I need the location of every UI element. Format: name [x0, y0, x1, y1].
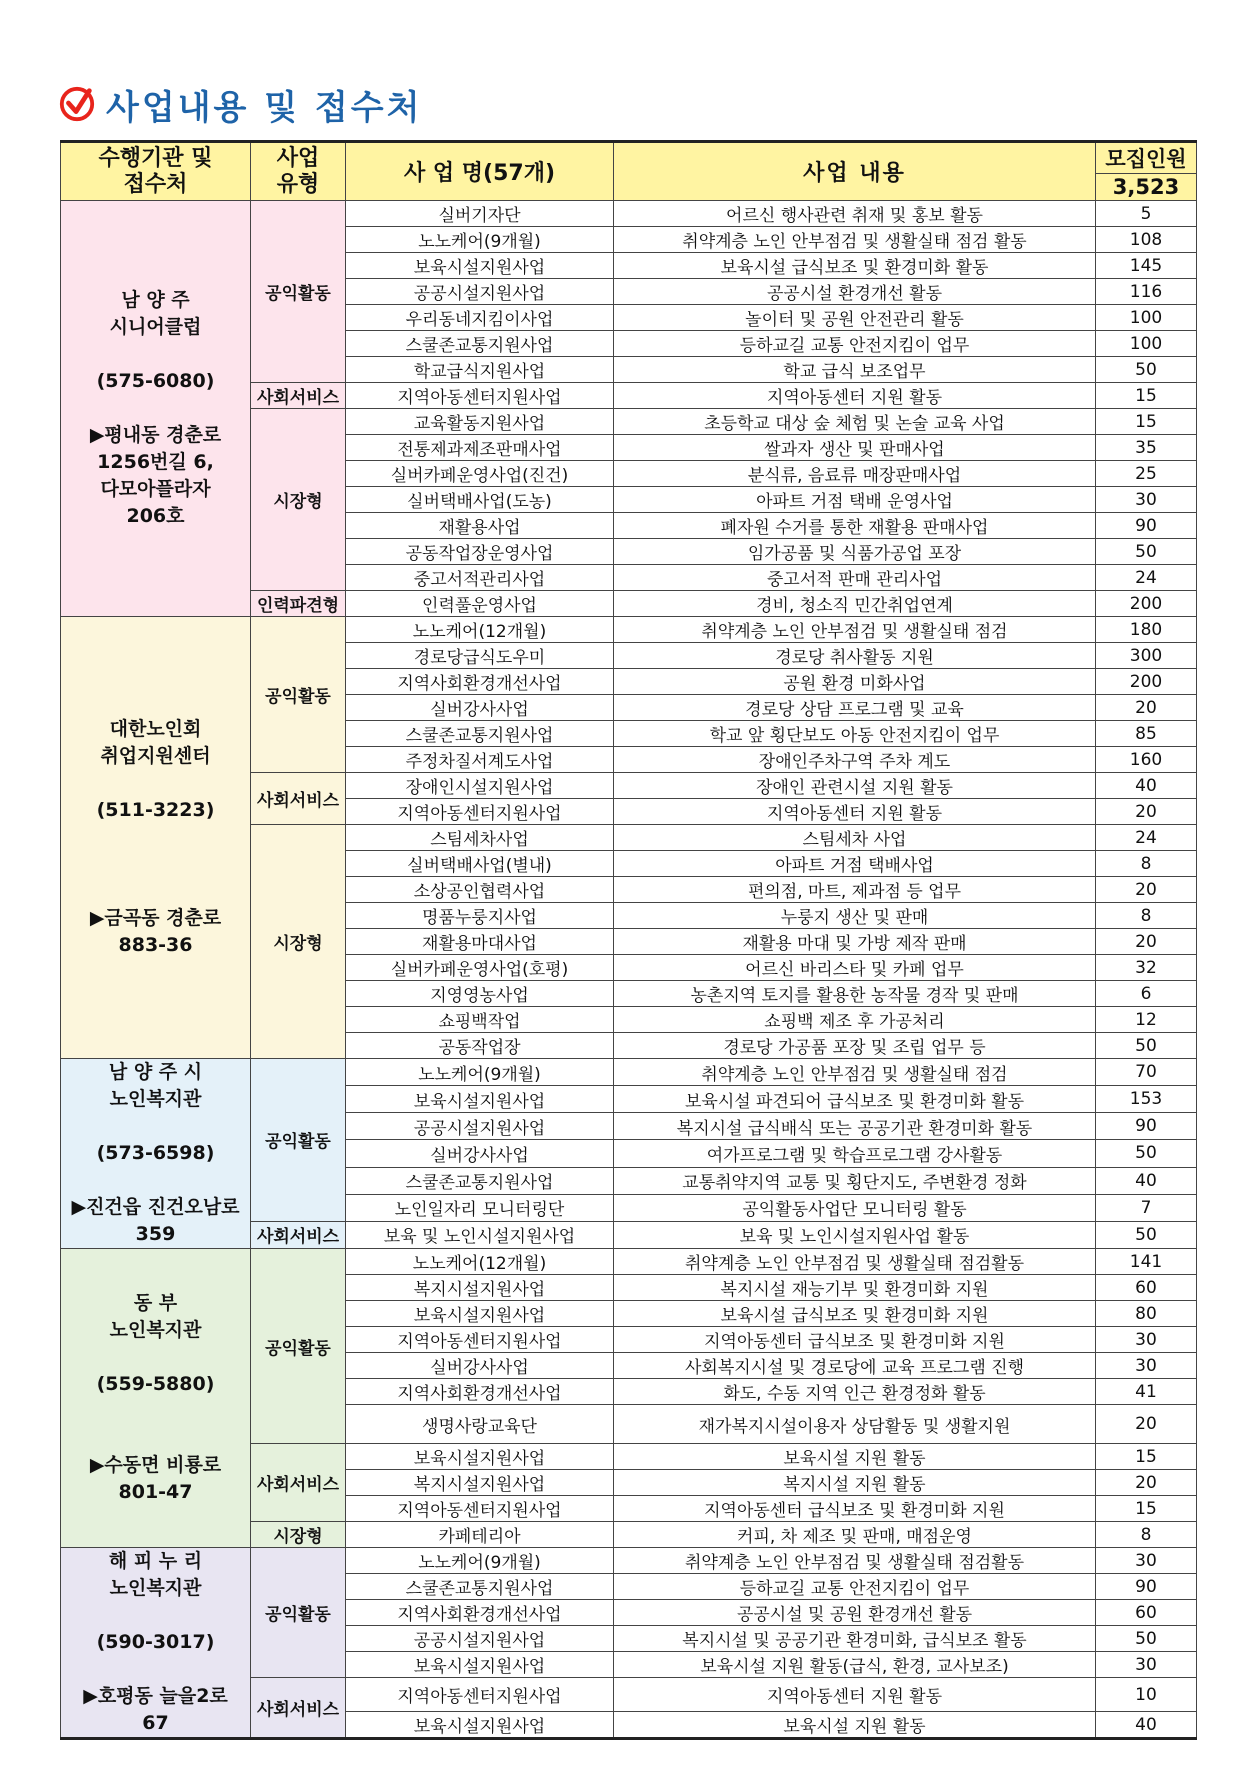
name-cell: 재활용마대사업 — [346, 929, 614, 955]
org-cell — [61, 1548, 251, 1739]
type-cell: 시장형 — [251, 1522, 346, 1548]
count-cell: 10 — [1096, 1678, 1197, 1712]
count-cell: 50 — [1096, 1033, 1197, 1059]
type-cell: 사회서비스 — [251, 1678, 346, 1739]
count-cell: 153 — [1096, 1086, 1197, 1113]
header-total: 3,523 — [1096, 174, 1197, 201]
org-line — [61, 851, 250, 878]
org-cell — [61, 201, 251, 617]
type-cell: 공익활동 — [251, 201, 346, 383]
name-cell: 노노케어(9개월) — [346, 227, 614, 253]
org-line: 다모아플라자 — [100, 478, 211, 500]
content-cell: 교통취약지역 교통 및 횡단지도, 주변환경 정화 — [614, 1167, 1096, 1194]
name-cell: 교육활동지원사업 — [346, 409, 614, 435]
name-cell: 실버강사사업 — [346, 1140, 614, 1167]
content-cell: 쌀과자 생산 및 판매사업 — [614, 435, 1096, 461]
count-cell: 30 — [1096, 1548, 1197, 1574]
name-cell: 소상공인협력사업 — [346, 877, 614, 903]
org-cell — [61, 617, 251, 1059]
name-cell: 노인일자리 모니터링단 — [346, 1194, 614, 1221]
count-cell: 8 — [1096, 903, 1197, 929]
name-cell: 보육시설지원사업 — [346, 1652, 614, 1678]
count-cell: 50 — [1096, 539, 1197, 565]
org-line: ▶평내동 경춘로 — [89, 424, 222, 446]
header-content: 사업 내용 — [614, 142, 1096, 201]
org-line: 1256번길 6, — [97, 451, 214, 473]
header-recruit: 모집인원 — [1096, 142, 1197, 174]
count-cell: 12 — [1096, 1007, 1197, 1033]
name-cell: 실버카페운영사업(호평) — [346, 955, 614, 981]
content-cell: 지역아동센터 지원 활동 — [614, 1678, 1096, 1712]
org-cell — [61, 1249, 251, 1548]
org-line: (573-6598) — [96, 1142, 215, 1164]
count-cell: 40 — [1096, 773, 1197, 799]
name-cell: 공동작업장운영사업 — [346, 539, 614, 565]
count-cell: 300 — [1096, 643, 1197, 669]
count-cell: 32 — [1096, 955, 1197, 981]
content-cell: 커피, 차 제조 및 판매, 매점운영 — [614, 1522, 1096, 1548]
org-line: ▶진건읍 진건오남로 — [71, 1196, 240, 1218]
org-line — [61, 1656, 250, 1683]
content-cell: 여가프로그램 및 학습프로그램 강사활동 — [614, 1140, 1096, 1167]
name-cell: 실버택배사업(별내) — [346, 851, 614, 877]
name-cell: 스팀세차사업 — [346, 825, 614, 851]
name-cell: 보육 및 노인시설지원사업 — [346, 1221, 614, 1248]
count-cell: 15 — [1096, 1444, 1197, 1470]
name-cell: 명품누룽지사업 — [346, 903, 614, 929]
content-cell: 화도, 수동 지역 인근 환경정화 활동 — [614, 1379, 1096, 1405]
table-row — [61, 201, 1197, 227]
name-cell: 경로당급식도우미 — [346, 643, 614, 669]
name-cell: 공동작업장 — [346, 1033, 614, 1059]
org-line: 대한노인회 — [109, 718, 202, 740]
org-line — [61, 1398, 250, 1425]
content-cell: 경비, 청소직 민간취업연계 — [614, 591, 1096, 617]
content-cell: 놀이터 및 공원 안전관리 활동 — [614, 305, 1096, 331]
content-cell: 스팀세차 사업 — [614, 825, 1096, 851]
table-row — [61, 1548, 1197, 1574]
name-cell: 보육시설지원사업 — [346, 1086, 614, 1113]
name-cell: 복지시설지원사업 — [346, 1275, 614, 1301]
content-cell: 보육시설 급식보조 및 환경미화 지원 — [614, 1301, 1096, 1327]
name-cell: 스쿨존교통지원사업 — [346, 331, 614, 357]
org-line: (590-3017) — [96, 1631, 215, 1653]
content-cell: 장애인 관련시설 지원 활동 — [614, 773, 1096, 799]
header-name: 사 업 명(57개) — [346, 142, 614, 201]
count-cell: 85 — [1096, 721, 1197, 747]
name-cell: 지역아동센터지원사업 — [346, 1496, 614, 1522]
content-cell: 취약계층 노인 안부점검 및 생활실태 점검 — [614, 617, 1096, 643]
content-cell: 학교 급식 보조업무 — [614, 357, 1096, 383]
org-line: (575-6080) — [96, 370, 215, 392]
type-cell: 사회서비스 — [251, 1444, 346, 1522]
org-line: ▶수동면 비룡로 — [89, 1454, 222, 1476]
count-cell: 25 — [1096, 461, 1197, 487]
content-cell: 지역아동센터 급식보조 및 환경미화 지원 — [614, 1496, 1096, 1522]
count-cell: 24 — [1096, 825, 1197, 851]
content-cell: 지역아동센터 지원 활동 — [614, 799, 1096, 825]
name-cell: 공공시설지원사업 — [346, 1113, 614, 1140]
type-cell: 사회서비스 — [251, 773, 346, 825]
content-cell: 쇼핑백 제조 후 가공처리 — [614, 1007, 1096, 1033]
count-cell: 8 — [1096, 851, 1197, 877]
type-cell: 사회서비스 — [251, 383, 346, 409]
org-line: 남 양 주 시 — [108, 1061, 203, 1083]
name-cell: 노노케어(9개월) — [346, 1059, 614, 1086]
count-cell: 7 — [1096, 1194, 1197, 1221]
name-cell: 쇼핑백작업 — [346, 1007, 614, 1033]
name-cell: 지역아동센터지원사업 — [346, 799, 614, 825]
count-cell: 20 — [1096, 1470, 1197, 1496]
org-line — [61, 878, 250, 905]
content-cell: 아파트 거점 택배사업 — [614, 851, 1096, 877]
count-cell: 30 — [1096, 1652, 1197, 1678]
org-line: ▶금곡동 경춘로 — [89, 907, 222, 929]
count-cell: 5 — [1096, 201, 1197, 227]
count-cell: 50 — [1096, 357, 1197, 383]
count-cell: 80 — [1096, 1301, 1197, 1327]
org-line — [61, 395, 250, 422]
count-cell: 30 — [1096, 1353, 1197, 1379]
content-cell: 취약계층 노인 안부점검 및 생활실태 점검 활동 — [614, 227, 1096, 253]
name-cell: 실버택배사업(도농) — [346, 487, 614, 513]
type-cell: 사회서비스 — [251, 1221, 346, 1248]
content-cell: 취약계층 노인 안부점검 및 생활실태 점검 — [614, 1059, 1096, 1086]
name-cell: 우리동네지킴이사업 — [346, 305, 614, 331]
count-cell: 40 — [1096, 1167, 1197, 1194]
content-cell: 경로당 가공품 포장 및 조립 업무 등 — [614, 1033, 1096, 1059]
count-cell: 116 — [1096, 279, 1197, 305]
count-cell: 20 — [1096, 929, 1197, 955]
content-cell: 경로당 취사활동 지원 — [614, 643, 1096, 669]
name-cell: 실버카페운영사업(진건) — [346, 461, 614, 487]
content-cell: 공원 환경 미화사업 — [614, 669, 1096, 695]
count-cell: 90 — [1096, 513, 1197, 539]
content-cell: 보육시설 급식보조 및 환경미화 활동 — [614, 253, 1096, 279]
content-cell: 보육시설 지원 활동 — [614, 1712, 1096, 1739]
type-cell: 시장형 — [251, 409, 346, 591]
content-cell: 복지시설 급식배식 또는 공공기관 환경미화 활동 — [614, 1113, 1096, 1140]
name-cell: 지역아동센터지원사업 — [346, 1327, 614, 1353]
org-line: 시니어클럽 — [109, 316, 202, 338]
count-cell: 15 — [1096, 409, 1197, 435]
content-cell: 복지시설 재능기부 및 환경미화 지원 — [614, 1275, 1096, 1301]
content-cell: 경로당 상담 프로그램 및 교육 — [614, 695, 1096, 721]
org-line: 206호 — [126, 505, 185, 527]
org-line: 동 부 — [133, 1292, 178, 1314]
count-cell: 20 — [1096, 695, 1197, 721]
org-line: (559-5880) — [96, 1373, 215, 1395]
org-line: 노인복지관 — [109, 1319, 202, 1341]
type-cell: 시장형 — [251, 825, 346, 1059]
table-row — [61, 1059, 1197, 1086]
content-cell: 지역아동센터 급식보조 및 환경미화 지원 — [614, 1327, 1096, 1353]
org-line: 해 피 누 리 — [108, 1550, 203, 1572]
name-cell: 스쿨존교통지원사업 — [346, 1574, 614, 1600]
name-cell: 실버기자단 — [346, 201, 614, 227]
count-cell: 141 — [1096, 1249, 1197, 1275]
content-cell: 복지시설 지원 활동 — [614, 1470, 1096, 1496]
name-cell: 스쿨존교통지원사업 — [346, 721, 614, 747]
table-row — [61, 1249, 1197, 1275]
count-cell: 180 — [1096, 617, 1197, 643]
count-cell: 145 — [1096, 253, 1197, 279]
name-cell: 공공시설지원사업 — [346, 1626, 614, 1652]
count-cell: 35 — [1096, 435, 1197, 461]
count-cell: 200 — [1096, 669, 1197, 695]
content-cell: 어르신 행사관련 취재 및 홍보 활동 — [614, 201, 1096, 227]
name-cell: 실버강사사업 — [346, 1353, 614, 1379]
name-cell: 노노케어(12개월) — [346, 1249, 614, 1275]
count-cell: 41 — [1096, 1379, 1197, 1405]
name-cell: 재활용사업 — [346, 513, 614, 539]
org-line: 노인복지관 — [109, 1577, 202, 1599]
content-cell: 보육시설 파견되어 급식보조 및 환경미화 활동 — [614, 1086, 1096, 1113]
org-line — [61, 1425, 250, 1452]
content-cell: 공익활동사업단 모니터링 활동 — [614, 1194, 1096, 1221]
name-cell: 보육시설지원사업 — [346, 253, 614, 279]
content-cell: 폐자원 수거를 통한 재활용 판매사업 — [614, 513, 1096, 539]
content-cell: 편의점, 마트, 제과점 등 업무 — [614, 877, 1096, 903]
content-cell: 학교 앞 횡단보도 아동 안전지킴이 업무 — [614, 721, 1096, 747]
count-cell: 20 — [1096, 1405, 1197, 1444]
header-org: 수행기관 및 접수처 — [61, 142, 251, 201]
content-cell: 아파트 거점 택배 운영사업 — [614, 487, 1096, 513]
count-cell: 8 — [1096, 1522, 1197, 1548]
name-cell: 카페테리아 — [346, 1522, 614, 1548]
header-type: 사업 유형 — [251, 142, 346, 201]
name-cell: 공공시설지원사업 — [346, 279, 614, 305]
count-cell: 100 — [1096, 305, 1197, 331]
type-cell: 인력파견형 — [251, 591, 346, 617]
name-cell: 지역아동센터지원사업 — [346, 383, 614, 409]
org-cell — [61, 1059, 251, 1249]
count-cell: 200 — [1096, 591, 1197, 617]
org-line: (511-3223) — [96, 799, 215, 821]
count-cell: 108 — [1096, 227, 1197, 253]
org-line: 801-47 — [118, 1481, 193, 1503]
count-cell: 20 — [1096, 799, 1197, 825]
name-cell: 스쿨존교통지원사업 — [346, 1167, 614, 1194]
count-cell: 40 — [1096, 1712, 1197, 1739]
content-cell: 보육시설 지원 활동(급식, 환경, 교사보조) — [614, 1652, 1096, 1678]
name-cell: 지역사회환경개선사업 — [346, 1600, 614, 1626]
type-cell: 공익활동 — [251, 1249, 346, 1444]
table-body — [61, 201, 1197, 1739]
name-cell: 복지시설지원사업 — [346, 1470, 614, 1496]
content-cell: 공공시설 환경개선 활동 — [614, 279, 1096, 305]
org-line — [61, 341, 250, 368]
content-cell: 누룽지 생산 및 판매 — [614, 903, 1096, 929]
org-line: ▶호평동 늘을2로 — [83, 1685, 228, 1707]
name-cell: 노노케어(12개월) — [346, 617, 614, 643]
check-circle-icon — [58, 85, 96, 123]
program-table — [60, 140, 1197, 1740]
content-cell: 등하교길 교통 안전지킴이 업무 — [614, 1574, 1096, 1600]
name-cell: 생명사랑교육단 — [346, 1405, 614, 1444]
count-cell: 20 — [1096, 877, 1197, 903]
name-cell: 전통제과제조판매사업 — [346, 435, 614, 461]
count-cell: 50 — [1096, 1140, 1197, 1167]
content-cell: 어르신 바리스타 및 카페 업무 — [614, 955, 1096, 981]
org-line: 노인복지관 — [109, 1088, 202, 1110]
type-cell: 공익활동 — [251, 1548, 346, 1678]
org-line: 남 양 주 — [121, 289, 190, 311]
table-row — [61, 617, 1197, 643]
name-cell: 인력풀운영사업 — [346, 591, 614, 617]
name-cell: 주정차질서계도사업 — [346, 747, 614, 773]
org-line — [61, 1113, 250, 1140]
org-line — [61, 1344, 250, 1371]
count-cell: 15 — [1096, 383, 1197, 409]
org-line: 883-36 — [118, 934, 193, 956]
content-cell: 초등학교 대상 숲 체험 및 논술 교육 사업 — [614, 409, 1096, 435]
name-cell: 중고서적관리사업 — [346, 565, 614, 591]
count-cell: 15 — [1096, 1496, 1197, 1522]
count-cell: 6 — [1096, 981, 1197, 1007]
content-cell: 보육시설 지원 활동 — [614, 1444, 1096, 1470]
content-cell: 농촌지역 토지를 활용한 농작물 경작 및 판매 — [614, 981, 1096, 1007]
count-cell: 24 — [1096, 565, 1197, 591]
org-line: 359 — [135, 1223, 176, 1245]
name-cell: 노노케어(9개월) — [346, 1548, 614, 1574]
content-cell: 등하교길 교통 안전지킴이 업무 — [614, 331, 1096, 357]
content-cell: 취약계층 노인 안부점검 및 생활실태 점검활동 — [614, 1548, 1096, 1574]
org-line: 67 — [142, 1712, 169, 1734]
name-cell: 지역아동센터지원사업 — [346, 1678, 614, 1712]
content-cell: 재활용 마대 및 가방 제작 판매 — [614, 929, 1096, 955]
count-cell: 90 — [1096, 1574, 1197, 1600]
content-cell: 복지시설 및 공공기관 환경미화, 급식보조 활동 — [614, 1626, 1096, 1652]
count-cell: 30 — [1096, 1327, 1197, 1353]
content-cell: 재가복지시설이용자 상담활동 및 생활지원 — [614, 1405, 1096, 1444]
org-line — [61, 824, 250, 851]
name-cell: 지역사회환경개선사업 — [346, 1379, 614, 1405]
content-cell: 사회복지시설 및 경로당에 교육 프로그램 진행 — [614, 1353, 1096, 1379]
count-cell: 50 — [1096, 1221, 1197, 1248]
name-cell: 지역사회환경개선사업 — [346, 669, 614, 695]
count-cell: 30 — [1096, 487, 1197, 513]
content-cell: 장애인주차구역 주차 계도 — [614, 747, 1096, 773]
count-cell: 90 — [1096, 1113, 1197, 1140]
content-cell: 중고서적 판매 관리사업 — [614, 565, 1096, 591]
name-cell: 장애인시설지원사업 — [346, 773, 614, 799]
count-cell: 70 — [1096, 1059, 1197, 1086]
content-cell: 취약계층 노인 안부점검 및 생활실태 점검활동 — [614, 1249, 1096, 1275]
name-cell: 보육시설지원사업 — [346, 1712, 614, 1739]
content-cell: 보육 및 노인시설지원사업 활동 — [614, 1221, 1096, 1248]
name-cell: 학교급식지원사업 — [346, 357, 614, 383]
name-cell: 실버강사사업 — [346, 695, 614, 721]
org-line: 취업지원센터 — [100, 745, 211, 767]
type-cell: 공익활동 — [251, 617, 346, 773]
content-cell: 공공시설 및 공원 환경개선 활동 — [614, 1600, 1096, 1626]
content-cell: 임가공품 및 식품가공업 포장 — [614, 539, 1096, 565]
org-line — [61, 1167, 250, 1194]
name-cell: 지영영농사업 — [346, 981, 614, 1007]
name-cell: 보육시설지원사업 — [346, 1301, 614, 1327]
page-heading — [58, 82, 422, 126]
content-cell: 분식류, 음료류 매장판매사업 — [614, 461, 1096, 487]
name-cell: 보육시설지원사업 — [346, 1444, 614, 1470]
count-cell: 100 — [1096, 331, 1197, 357]
page-title: 사업내용 및 접수처 — [106, 87, 423, 128]
count-cell: 50 — [1096, 1626, 1197, 1652]
count-cell: 60 — [1096, 1600, 1197, 1626]
count-cell: 60 — [1096, 1275, 1197, 1301]
count-cell: 160 — [1096, 747, 1197, 773]
type-cell: 공익활동 — [251, 1059, 346, 1222]
org-line — [61, 1602, 250, 1629]
org-line — [61, 770, 250, 797]
content-cell: 지역아동센터 지원 활동 — [614, 383, 1096, 409]
